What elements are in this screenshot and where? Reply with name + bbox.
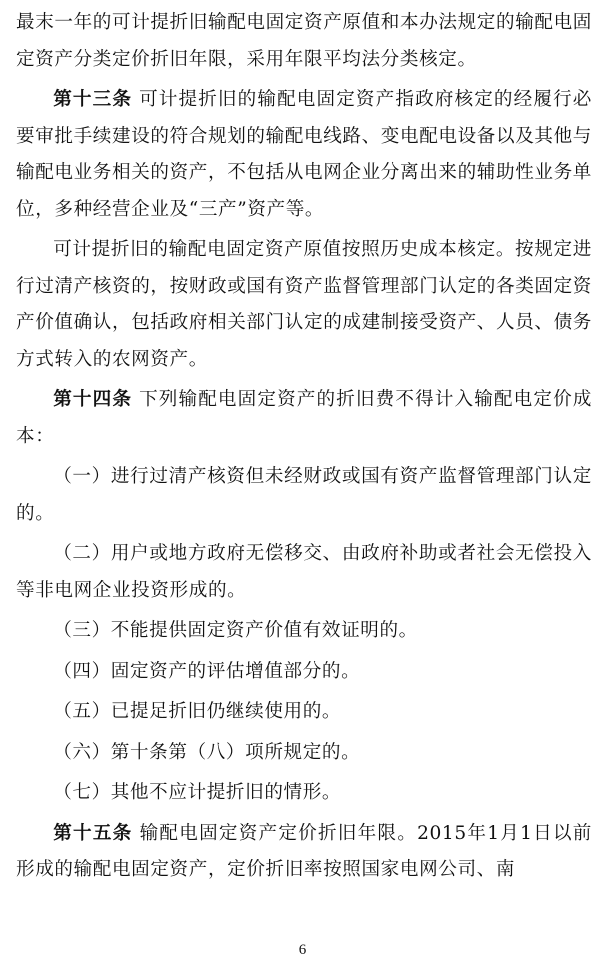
paragraph [16, 816, 592, 889]
page-number: 6 [298, 942, 307, 958]
list-item [16, 536, 592, 609]
list-item [16, 459, 592, 532]
paragraph-text: 可计提折旧的输配电固定资产原值按照历史成本核定。按规定进行过清产核资的，按财政或国有资产监督管理部门认定的各类固定资产价值确认，包括政府相关部门认定的成建制接受资产、人员、债务方式转入的农网资产。 [16, 239, 592, 370]
paragraph-text: 输配电固定资产定价折旧年限。2015年1月1日以前形成的输配电固定资产，定价折旧率按照国家电网公司、南 [16, 822, 592, 880]
list-item [16, 613, 592, 650]
list-item-text: （五）已提足折旧仍继续使用的。 [53, 701, 342, 722]
list-item-text: （一）进行过清产核资但未经财政或国有资产监督管理部门认定的。 [16, 466, 592, 524]
paragraph [16, 82, 592, 228]
list-item-text: （三）不能提供固定资产价值有效证明的。 [53, 620, 418, 641]
list-item [16, 694, 592, 731]
list-item [16, 654, 592, 691]
document-body [16, 0, 592, 889]
list-item-text: （二）用户或地方政府无偿移交、由政府补助或者社会无偿投入等非电网企业投资形成的。 [16, 543, 592, 601]
paragraph-text: 下列输配电固定资产的折旧费不得计入输配电定价成本： [16, 389, 592, 447]
article-heading: 第十四条 [53, 389, 133, 410]
article-heading: 第十三条 [53, 89, 133, 110]
paragraph [16, 232, 592, 378]
paragraph [16, 382, 592, 455]
list-item-text: （七）其他不应计提折旧的情形。 [53, 782, 342, 803]
paragraph [16, 5, 592, 78]
paragraph-text: 可计提折旧的输配电固定资产指政府核定的经履行必要审批手续建设的符合规划的输配电线路、变电配电设备以及其他与输配电业务相关的资产，不包括从电网企业分离出来的辅助性业务单位，多种经营企业及“三产”资产等。 [16, 89, 592, 220]
list-item-text: （四）固定资产的评估增值部分的。 [53, 660, 361, 682]
article-heading: 第十五条 [53, 822, 133, 844]
list-item [16, 775, 592, 812]
list-item [16, 735, 592, 772]
list-item-text: （六）第十条第（八）项所规定的。 [53, 741, 361, 763]
paragraph-text: 最末一年的可计提折旧输配电固定资产原值和本办法规定的输配电固定资产分类定价折旧年限，采用年限平均法分类核定。 [16, 12, 592, 70]
